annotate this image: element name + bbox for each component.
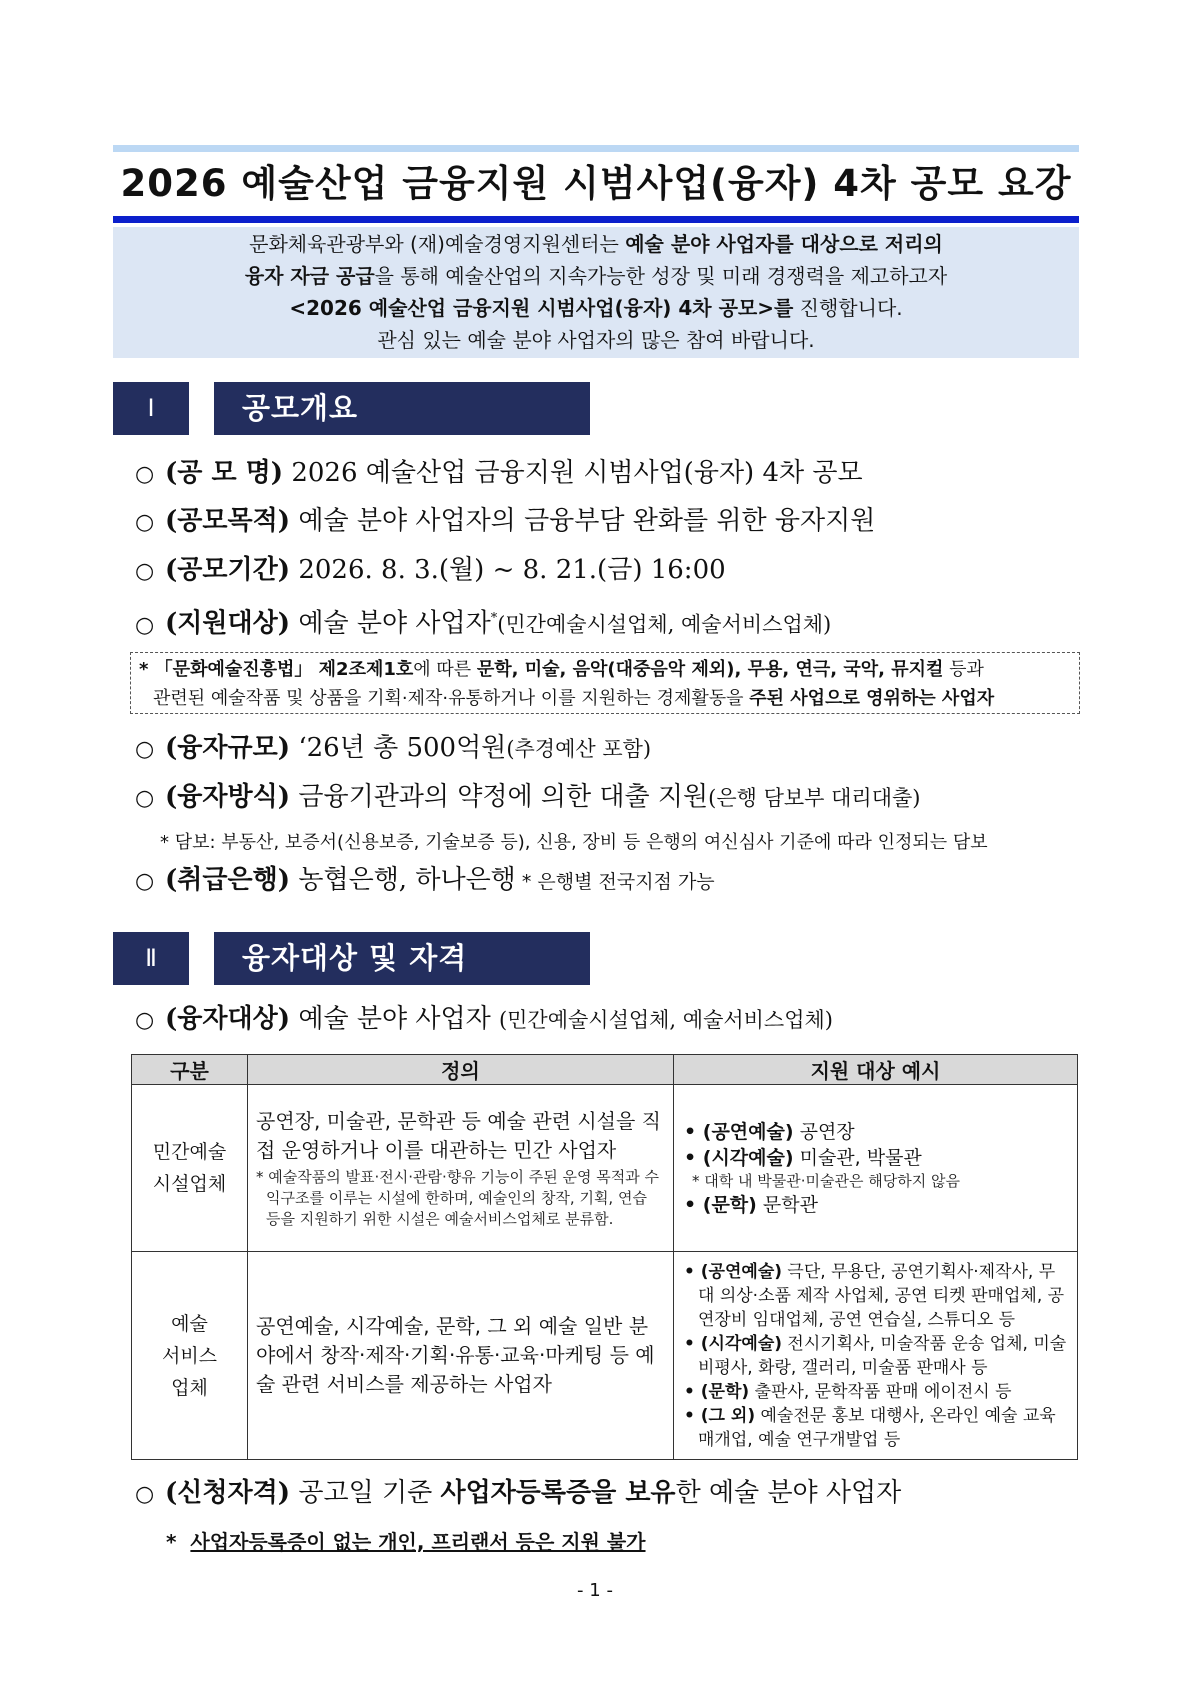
eligibility-table [131, 1054, 1078, 1460]
intro-box [113, 227, 1079, 358]
item-qualification [135, 1475, 901, 1513]
intro-line-1 [113, 228, 1079, 260]
item-text: 예술 분야 사업자의 금융부담 완화를 위한 융자지원 [290, 506, 876, 536]
bullet-icon: ○ [135, 612, 155, 638]
example-label: • (문학) [684, 1193, 757, 1216]
category-text: 민간예술 [152, 1141, 227, 1163]
bullet-icon: ○ [135, 869, 155, 894]
example-item [684, 1260, 1069, 1332]
definition-cell [248, 1252, 674, 1460]
definition-note: * 예술작품의 발표·전시·관람·향유 기능이 주된 운영 목적과 수익구조를 이루는 시설에 한하며, 예술인의 창작, 기획, 연습 등을 지원하기 위한 시설은 예술서비스업체로 분류함. [256, 1167, 659, 1228]
document-title: 2026 예술산업 금융지원 시범사업(융자) 4차 공모 요강 [120, 162, 1072, 205]
example-note: * 대학 내 박물관·미술관은 해당하지 않음 [692, 1171, 960, 1190]
item-label: (융자대상) [165, 1004, 291, 1034]
bullet-icon: ○ [135, 737, 155, 762]
item-label: (융자방식) [165, 782, 291, 812]
note-bold: * 「문화예술진흥법」 제2조제1호 [139, 659, 414, 680]
item-label: (신청자격) [165, 1478, 291, 1508]
example-label: • (공연예술) [684, 1120, 794, 1143]
ineligible-note [166, 1526, 646, 1555]
item-bold: 사업자등록증을 보유 [440, 1478, 676, 1508]
category-text: 서비스 [161, 1344, 218, 1367]
item-paren: (민간예술시설업체, 예술서비스업체) [497, 612, 832, 637]
item-text: 예술 분야 사업자 [290, 1004, 499, 1034]
item-text: 공고일 기준 [290, 1478, 441, 1508]
item-label: (공모기간) [165, 555, 291, 585]
category-cell [132, 1085, 248, 1252]
note-star: * [166, 1530, 177, 1554]
item-text: 2026 예술산업 금융지원 시범사업(융자) 4차 공모 [283, 458, 863, 488]
example-item [684, 1119, 1069, 1145]
item-loan-target [135, 1001, 833, 1039]
item-paren: (민간예술시설업체, 예술서비스업체) [498, 1008, 833, 1032]
category-text: 예술 [171, 1312, 208, 1335]
example-label: • (시각예술) [684, 1333, 783, 1354]
item-text: 농협은행, 하나은행 [290, 865, 516, 895]
ineligible-text: 사업자등록증이 없는 개인, 프리랜서 등은 지원 불가 [190, 1530, 646, 1554]
item-contest-period [135, 552, 726, 590]
intro-text: 문화체육관광부와 (재)예술경영지원센터는 [249, 232, 626, 256]
example-label: • (공연예술) [684, 1261, 783, 1282]
section-1-title: 공모개요 [214, 382, 590, 435]
examples-cell [674, 1252, 1078, 1460]
note-text: 등과 [943, 659, 984, 680]
section-2-title: 융자대상 및 자격 [214, 932, 590, 985]
bullet-icon: ○ [135, 510, 155, 535]
item-text: 예술 분야 사업자 [290, 608, 491, 639]
example-text: 문학관 [756, 1193, 818, 1216]
example-text: 공연장 [793, 1120, 855, 1143]
item-text: 한 예술 분야 사업자 [675, 1478, 902, 1508]
note-line-2 [139, 684, 1079, 713]
title-bottom-rule [113, 216, 1079, 223]
item-label: (취급은행) [165, 865, 291, 895]
collateral-note: * 담보: 부동산, 보증서(신용보증, 기술보증 등), 신용, 장비 등 은행의 여신심사 기준에 따라 인정되는 담보 [160, 832, 988, 853]
bullet-icon: ○ [135, 559, 155, 584]
note-text: 관련된 예술작품 및 상품을 기획·제작·유통하거나 이를 지원하는 경제활동을 [153, 688, 750, 709]
item-contest-purpose [135, 503, 875, 541]
section-2-number: Ⅱ [113, 932, 189, 985]
note-line-1 [139, 655, 1079, 684]
item-text: ‘26년 총 500억원 [290, 733, 507, 763]
item-loan-scale [135, 730, 651, 768]
item-label: (공모목적) [165, 506, 291, 536]
definition-note-box [130, 652, 1080, 714]
item-text: 2026. 8. 3.(월) ~ 8. 21.(금) 16:00 [290, 555, 726, 585]
bullet-icon: ○ [135, 1482, 155, 1507]
intro-bold: 융자 자금 공급 [244, 264, 375, 288]
item-label: (지원대상) [165, 608, 291, 639]
item-banks [135, 862, 715, 900]
example-item [684, 1192, 1069, 1218]
item-paren: (은행 담보부 대리대출) [708, 786, 921, 810]
note-text: 에 따른 [413, 659, 477, 680]
item-contest-name [135, 455, 863, 493]
example-text: 출판사, 문학작품 판매 에이전시 등 [749, 1381, 1012, 1402]
intro-line-2 [113, 260, 1079, 292]
example-item [684, 1380, 1069, 1404]
note-bold: 문학, 미술, 음악(대중음악 제외), 무용, 연극, 국악, 뮤지컬 [476, 659, 944, 680]
title-banner [113, 145, 1079, 223]
table-header: 구분 [132, 1055, 248, 1085]
note-bold: 주된 사업으로 영위하는 사업자 [749, 688, 995, 709]
bullet-icon: ○ [135, 786, 155, 811]
example-text: 전시기획사, 미술작품 운송 업체, 미술비평사, 화랑, 갤러리, 미술품 판매사 등 [698, 1333, 1067, 1378]
intro-line-4: 관심 있는 예술 분야 사업자의 많은 참여 바랍니다. [377, 328, 815, 352]
section-1-number: Ⅰ [113, 382, 189, 435]
category-cell [132, 1252, 248, 1460]
intro-line-3 [113, 292, 1079, 324]
intro-bold: <2026 예술산업 금융지원 시범사업(융자) 4차 공모>를 [289, 296, 794, 320]
example-label: • (문학) [684, 1381, 750, 1402]
definition-text: 공연예술, 시각예술, 문학, 그 외 예술 일반 분야에서 창작·제작·기획·유통·교육·마케팅 등 예술 관련 서비스를 제공하는 사업자 [256, 1314, 655, 1396]
item-label: (공 모 명) [165, 458, 284, 488]
intro-text: 을 통해 예술산업의 지속가능한 성장 및 미래 경쟁력을 제고하고자 [374, 264, 948, 288]
footnote-mark: * [490, 611, 498, 626]
table-row [132, 1085, 1078, 1252]
table-header: 정의 [248, 1055, 674, 1085]
example-text: 극단, 무용단, 공연기획사·제작사, 무대 의상·소품 제작 사업체, 공연 티켓 판매업체, 공연장비 임대업체, 공연 연습실, 스튜디오 등 [698, 1261, 1065, 1330]
title-top-rule [113, 145, 1079, 152]
item-note: * 은행별 전국지점 가능 [515, 871, 715, 893]
table-header: 지원 대상 예시 [674, 1055, 1078, 1085]
table-row [132, 1252, 1078, 1460]
bullet-icon: ○ [135, 462, 155, 487]
example-item [684, 1332, 1069, 1380]
example-label: • (그 외) [684, 1405, 756, 1426]
example-item [684, 1404, 1069, 1452]
examples-cell [674, 1085, 1078, 1252]
example-text: 예술전문 홍보 대행사, 온라인 예술 교육 매개업, 예술 연구개발업 등 [698, 1405, 1056, 1450]
example-text: 미술관, 박물관 [793, 1146, 922, 1169]
intro-bold: 예술 분야 사업자를 대상으로 저리의 [625, 232, 943, 256]
definition-text: 공연장, 미술관, 문학관 등 예술 관련 시설을 직접 운영하거나 이를 대관하는 민간 사업자 [256, 1108, 661, 1162]
table-header-row [132, 1055, 1078, 1085]
bullet-icon: ○ [135, 1008, 155, 1033]
item-text: 금융기관과의 약정에 의한 대출 지원 [290, 782, 709, 812]
page-number: - 1 - [577, 1580, 613, 1601]
definition-cell [248, 1085, 674, 1252]
category-text: 업체 [171, 1376, 208, 1399]
category-text: 시설업체 [152, 1173, 227, 1195]
item-label: (융자규모) [165, 733, 291, 763]
example-item [684, 1145, 1069, 1171]
intro-text: 진행합니다. [793, 296, 903, 320]
item-loan-method [135, 779, 920, 817]
item-support-target [135, 601, 831, 644]
example-label: • (시각예술) [684, 1146, 794, 1169]
item-paren: (추경예산 포함) [506, 737, 652, 761]
